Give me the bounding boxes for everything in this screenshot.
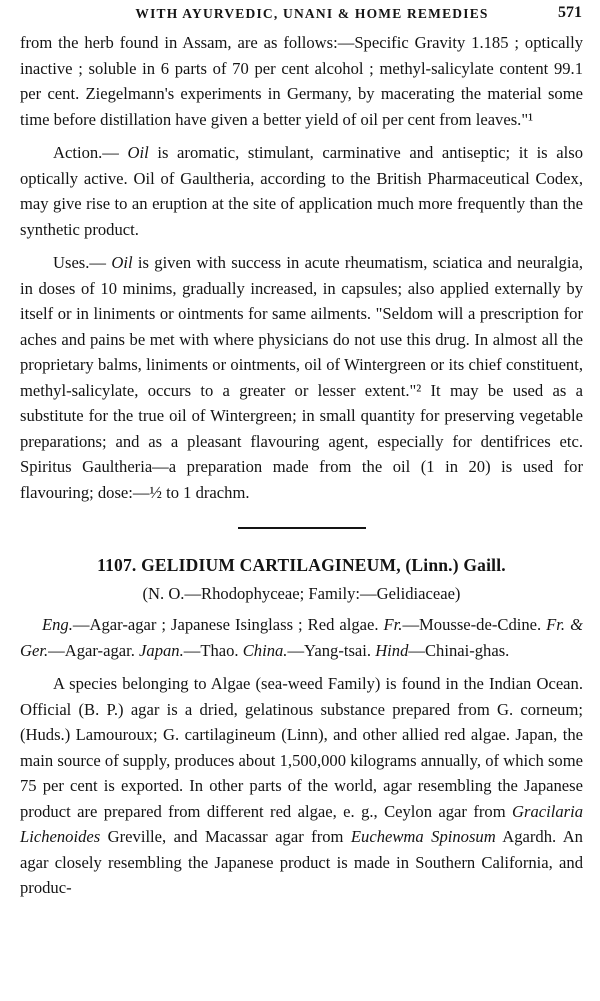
page-number: 571 <box>558 4 582 21</box>
syn-eng-text: —Agar-agar ; Japanese Isinglass ; Red algae. <box>72 615 379 634</box>
paragraph-continuation: from the herb found in Assam, are as follows:—Specific Gravity 1.185 ; optically inactive ; soluble in 6 parts of 70 per cent alcohol ; methyl-salicylate content 99.1 per cent. Ziegelmann's experiments in Germany, by macerating the material some time before distillation have given a better yield of oil per cent from leaves."¹ <box>20 33 583 129</box>
page-body <box>20 30 583 901</box>
syn-china-label: China. <box>242 640 288 660</box>
section-divider <box>238 527 366 529</box>
paragraph-description <box>20 671 583 901</box>
uses-text: is given with success in acute rheumatism, sciatica and neuralgia, in doses of 10 minims, gradually increased, in capsules; also applied externally by itself or in liniments or ointments for same ailments. "Seldom will a prescription for aches and pains be met with where physicians do not use this drug. In almost all the proprietary balms, liniments or ointments, oil of Wintergreen or its chief constituent, methyl-salicylate, occurs to a greater or lesser extent."² It may be used as a substitute for the true oil of Wintergreen; in small quantity for preserving vegetable preparations; and as a pleasant flavouring agent, especially for dentifrices etc. Spiritus Gaultheria—a preparation made from the oil (1 in 20) is used for flavouring; dose:—½ to 1 drachm. <box>20 253 583 502</box>
syn-china-text: —Yang-tsai. <box>287 640 372 660</box>
syn-fr-text: —Mousse-de-Cdine. <box>402 615 542 634</box>
action-text: is aromatic, stimulant, carminative and antiseptic; it is also optically active. Oil of Gaultheria, according to the British Pharmaceutical Codex, may give rise to an eruption at the site of application much more frequently than the synthetic product. <box>20 143 583 239</box>
syn-japan-label: Japan. <box>139 640 184 660</box>
paragraph-synonyms <box>20 612 583 663</box>
syn-fr-ger-label: Fr. & Ger. <box>20 615 583 660</box>
desc-part-c: Agardh. An agar closely resembling the Japanese product is made in Southern California, and produc- <box>20 827 583 897</box>
species-eucheuma: Euchewma Spinosum <box>350 827 496 846</box>
action-label: Action.— <box>53 143 119 162</box>
desc-part-a: A species belonging to Algae (sea-weed Family) is found in the Indian Ocean. Official (B. P.) agar is a dried, gelatinous substance prepared from G. corneum; (Huds.) Lamouroux; G. cartilagineum (Linn), and other allied red algae. Japan, the main source of supply, produces about 1,500,000 kilograms annually, of which some 75 per cent is exported. In other parts of the world, agar resembling the Japanese product are prepared from different red algae, e. g., Ceylon agar from <box>20 674 583 821</box>
species-gracilaria: Gracilaria Lichenoides <box>20 801 583 846</box>
paragraph-uses <box>20 250 583 505</box>
uses-oil-term: Oil <box>111 253 133 272</box>
uses-label: Uses.— <box>53 253 107 272</box>
syn-hind-text: —Chinai-ghas. <box>408 640 510 660</box>
action-oil-term: Oil <box>127 143 149 162</box>
syn-hind-label: Hind <box>375 640 409 660</box>
entry-subheading: (N. O.—Rhodophyceae; Family:—Gelidiaceae) <box>142 583 461 603</box>
syn-fr-label: Fr. <box>383 615 403 634</box>
paragraph-action <box>20 140 583 242</box>
syn-eng-label: Eng. <box>42 615 73 634</box>
syn-fr-ger-text: —Agar-agar. <box>48 640 135 660</box>
entry-heading: 1107. GELIDIUM CARTILAGINEUM, (Linn.) Gaill. <box>97 555 506 575</box>
syn-japan-text: —Thao. <box>183 640 239 660</box>
desc-part-b: Greville, and Macassar agar from <box>100 827 351 846</box>
running-head: WITH AYURVEDIC, UNANI & HOME REMEDIES <box>135 6 489 21</box>
